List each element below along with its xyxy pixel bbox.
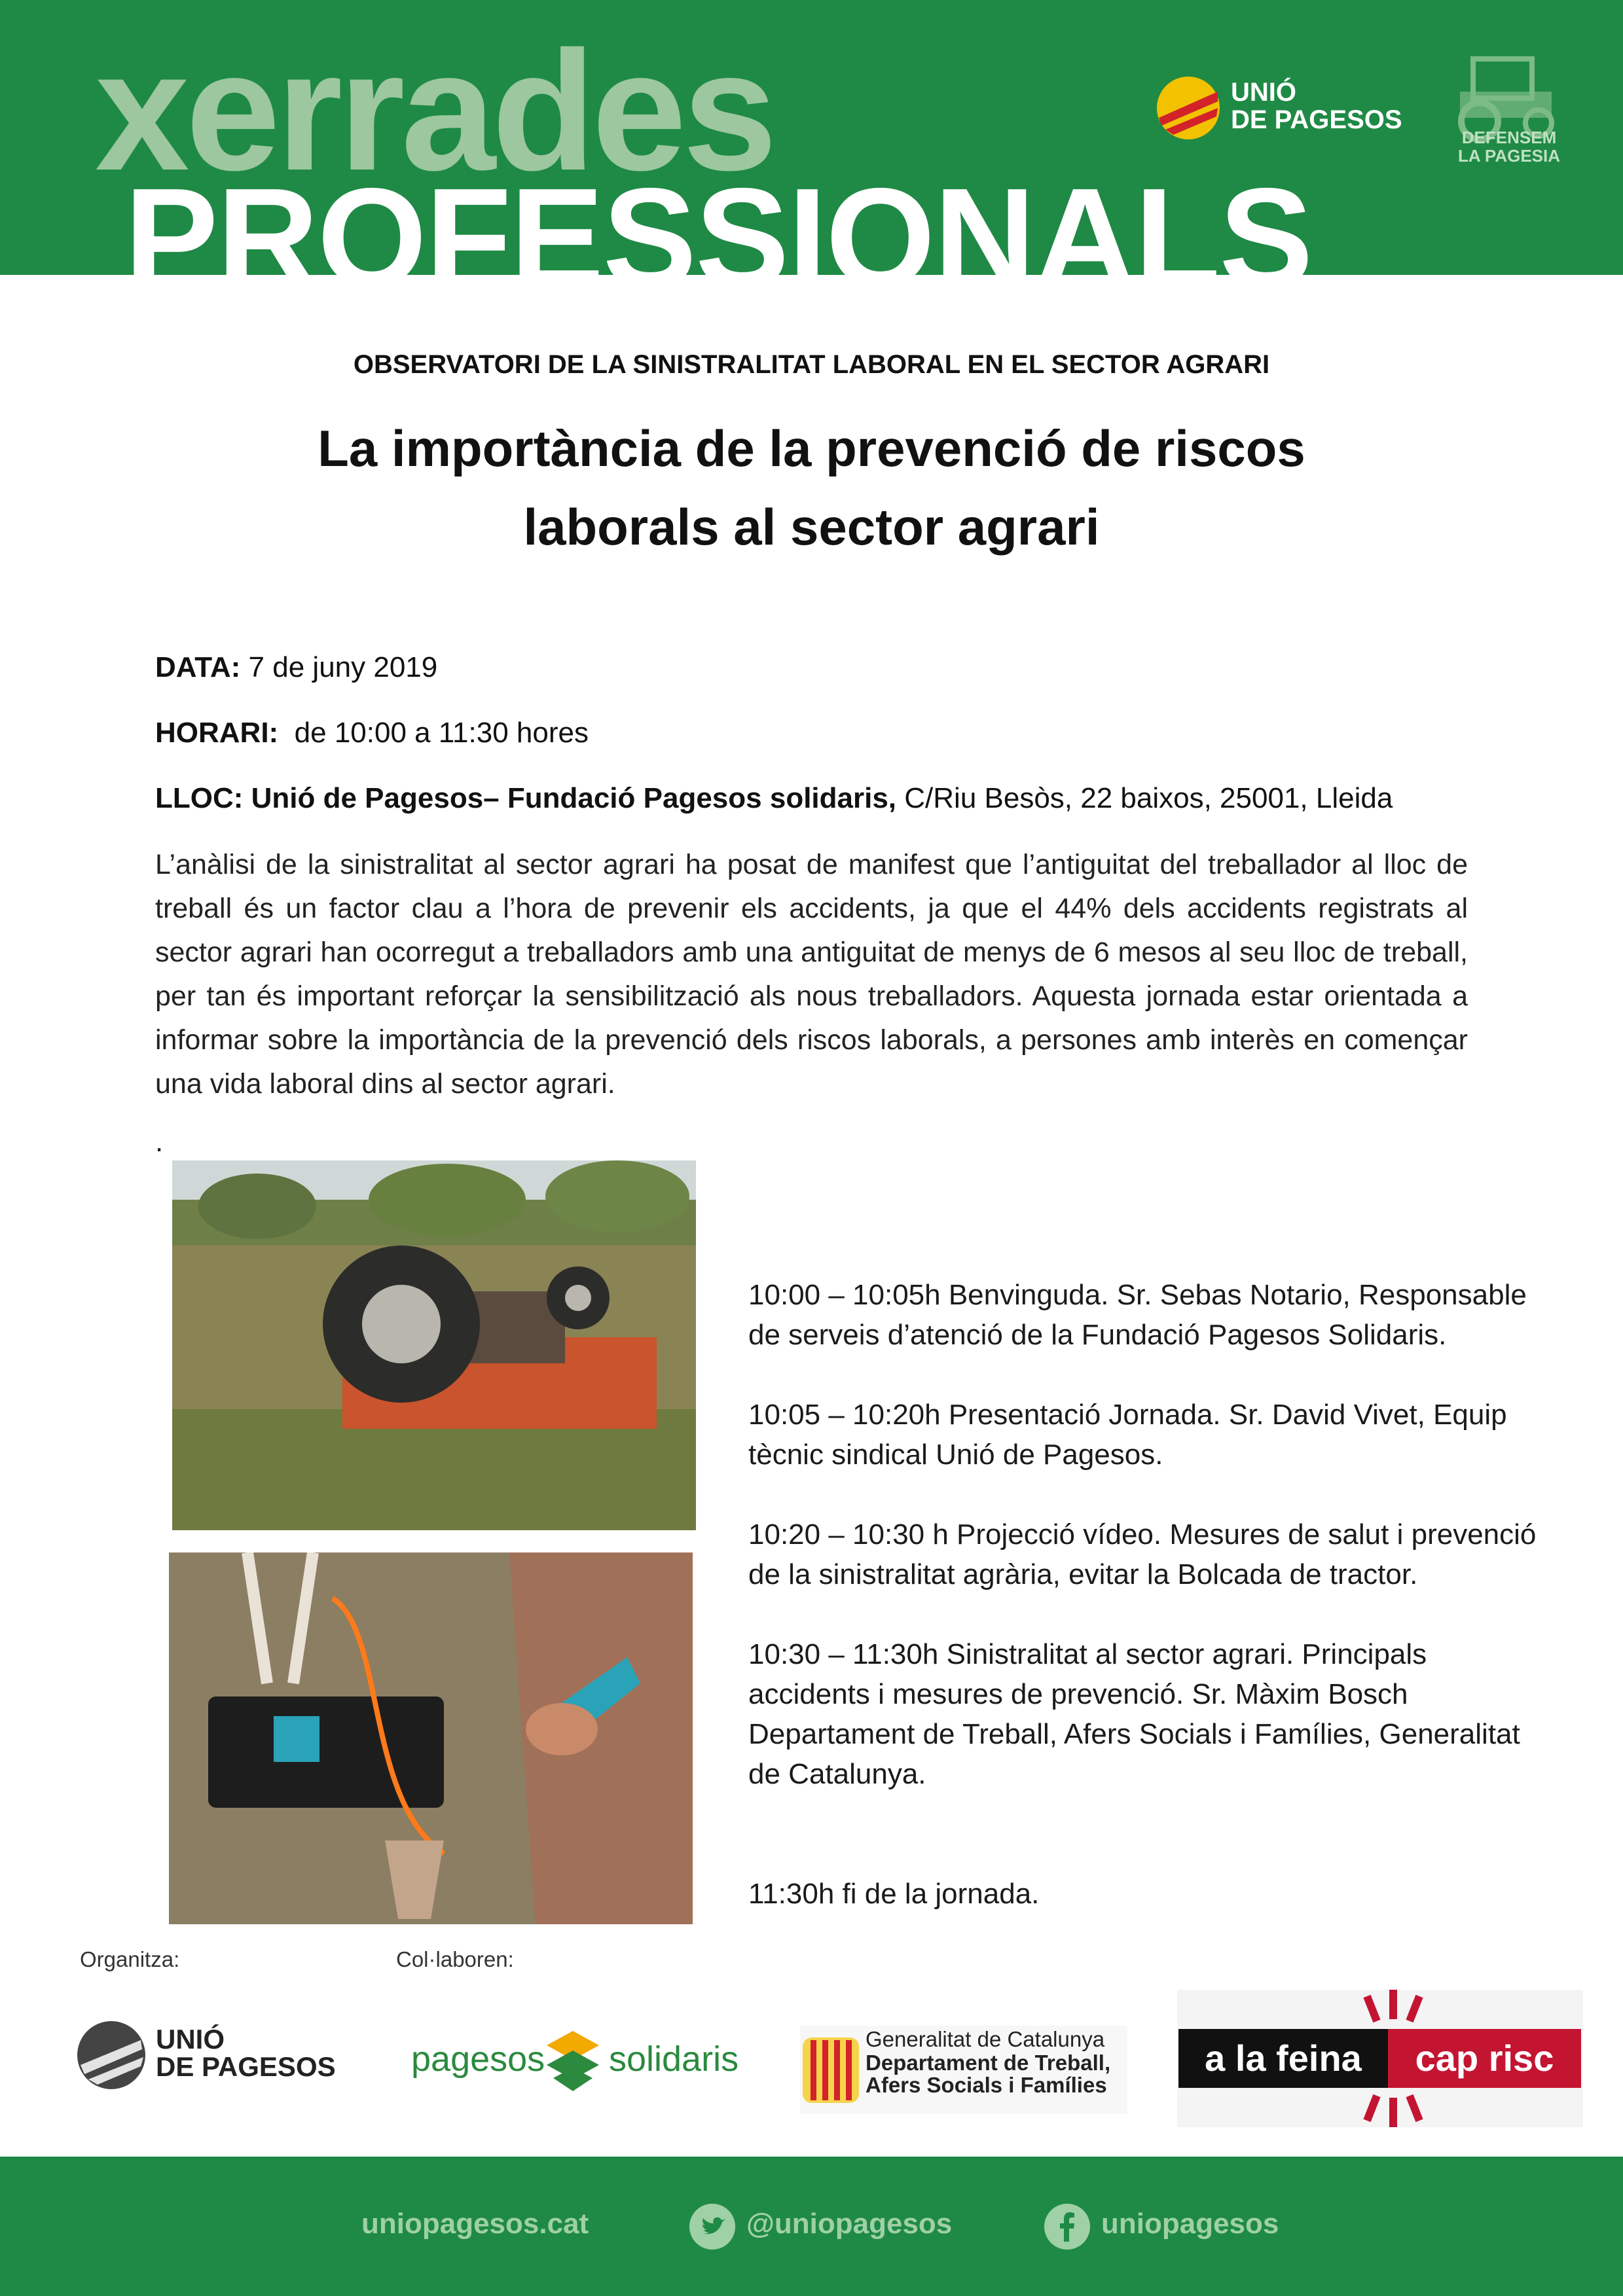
twitter-icon[interactable] <box>689 2204 735 2250</box>
main-title-line-2: laborals al sector agrari <box>523 498 1100 556</box>
schedule-item: 10:20 – 10:30 h Projecció vídeo. Mesures de salut i prevenció de la sinistralitat agrària, evitar la Bolcada de tractor. <box>748 1518 1537 1590</box>
a-la-feina-label: a la feina <box>1178 2029 1388 2088</box>
schedule-hours-line <box>155 717 589 749</box>
stray-dot: . <box>155 1126 164 1158</box>
unio-pagesos-bottom-logo-text <box>156 2026 336 2081</box>
pruning-shears-worker-photo <box>169 1552 693 1924</box>
schedule-item: 10:30 – 11:30h Sinistralitat al sector agrari. Principals accidents i mesures de prevenció. Sr. Màxim Bosch Departament de Treball, Afers Socials i Famílies, Generalitat de Catalunya. <box>748 1638 1520 1790</box>
unio-line: UNIÓ <box>1231 78 1296 107</box>
de-pagesos-line: DE PAGESOS <box>1231 105 1402 134</box>
solidaris-word: solidaris <box>609 2039 739 2079</box>
schedule-end: 11:30h fi de la jornada. <box>748 1878 1040 1910</box>
horari-label: HORARI: <box>155 717 279 749</box>
collaboren-label: Col·laboren: <box>396 1947 514 1971</box>
twitter-handle-link[interactable]: @uniopagesos <box>746 2208 953 2240</box>
organitza-label: Organitza: <box>80 1947 180 1971</box>
facebook-icon[interactable] <box>1044 2204 1090 2250</box>
date-label: DATA: <box>155 651 241 683</box>
main-title-line-1: La importància de la prevenció de riscos <box>318 420 1305 477</box>
gencat-line-3: Afers Socials i Famílies <box>866 2073 1107 2097</box>
date-value: 7 de juny 2019 <box>240 651 438 683</box>
defensem-logo-text <box>1434 128 1584 165</box>
observatori-heading: OBSERVATORI DE LA SINISTRALITAT LABORAL EN EL SECTOR AGRARI <box>353 350 1270 379</box>
title-professionals: PROFESSIONALS <box>124 158 1312 316</box>
pagesia-line: LA PAGESIA <box>1457 146 1560 166</box>
horari-value: de 10:00 a 11:30 hores <box>278 717 589 749</box>
lloc-value: C/Riu Besòs, 22 baixos, 25001, Lleida <box>896 782 1393 814</box>
schedule-list <box>748 1275 1554 1914</box>
schedule-item: 10:05 – 10:20h Presentació Jornada. Sr. David Vivet, Equip tècnic sindical Unió de Pagesos. <box>748 1399 1507 1471</box>
gencat-line-2: Departament de Treball, <box>866 2051 1111 2075</box>
unio-pagesos-logo-text <box>1231 79 1402 134</box>
location-line <box>155 782 1393 815</box>
de-pagesos-bottom-line: DE PAGESOS <box>156 2051 336 2082</box>
schedule-item: 10:00 – 10:05h Benvinguda. Sr. Sebas Notario, Responsable de serveis d’atenció de la Fundació Pagesos Solidaris. <box>748 1279 1527 1351</box>
gencat-line-1: Generalitat de Catalunya <box>866 2027 1105 2051</box>
unio-bottom-line: UNIÓ <box>156 2024 225 2054</box>
title-xerrades: xerrades <box>95 16 774 206</box>
main-title <box>131 409 1492 566</box>
cap-risc-label: cap risc <box>1388 2029 1581 2088</box>
defensem-line: DEFENSEM <box>1461 128 1557 147</box>
website-link[interactable]: uniopagesos.cat <box>361 2208 589 2240</box>
lloc-label: LLOC: Unió de Pagesos– Fundació Pagesos solidaris, <box>155 782 897 814</box>
pagesos-word: pagesos <box>411 2039 545 2079</box>
intro-paragraph: L’anàlisi de la sinistralitat al sector agrari ha posat de manifest que l’antiguitat del treballador al lloc de treball és un factor clau a l’hora de prevenir els accidents, ja que el 44% dels accidents registrats al sector agrari han ocorregut a treballadors amb una antiguitat de menys de 6 mesos al seu lloc de treball, per tan és important reforçar la sensibilització als nous treballadors. Aquesta jornada estar orientada a informar sobre la importància de la prevenció dels riscos laborals, a persones amb interès en començar una vida laboral dins al sector agrari. <box>155 849 1468 1100</box>
date-line <box>155 651 437 684</box>
facebook-page-link[interactable]: uniopagesos <box>1101 2208 1279 2240</box>
overturned-tractor-photo <box>172 1160 696 1530</box>
